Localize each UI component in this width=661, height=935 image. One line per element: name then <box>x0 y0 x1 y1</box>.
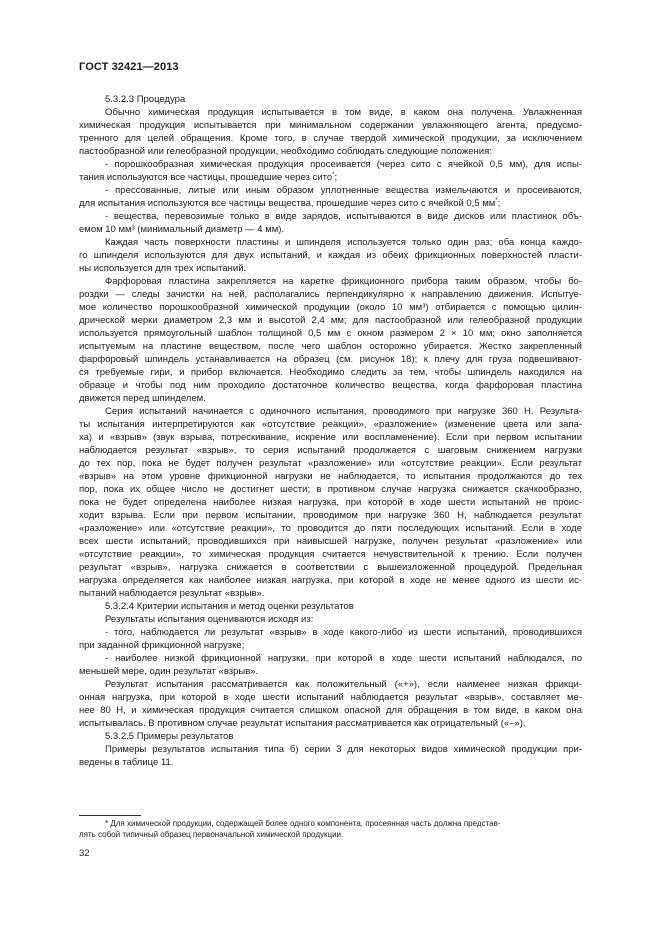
footnote-marker: * <box>495 197 498 204</box>
text-line: тания используются все частицы, прошедшие через сито*; <box>79 171 338 183</box>
text-line: пор, пока их общее число не достигнет шести; в противном случае нагрузка снижается скачкообразно, <box>79 484 582 495</box>
section-heading: 5.3.2.4 Критерии испытания и метод оценки результатов <box>105 601 354 612</box>
text-line: - вещества, перевозимые только в виде зарядов, испытываются в виде дисков или пластинок объ- <box>105 211 582 222</box>
text-line: Серия испытаний начинается с одиночного испытания, проводимого при нагрузке 360 Н. Результа- <box>105 406 582 417</box>
text-line: нее 80 Н, и химическая продукция считается слишком опасной для обращения в том виде, в каком она <box>79 705 582 716</box>
footnote-separator <box>79 815 141 816</box>
document-header: ГОСТ 32421—2013 <box>79 61 179 73</box>
section-heading: 5.3.2.5 Примеры результатов <box>105 731 234 742</box>
footnote-line: лять собой типичный образец первоначальной химической продукции. <box>79 830 344 839</box>
text-line: - прессованные, литые или иным образом уплотненные вещества измельчаются и просеиваются, <box>105 185 582 196</box>
footnote-marker: * <box>332 171 335 178</box>
text-line: ха) и «взрыв» (звук взрыва, потрескивание, искрение или воспламенение). Если при первом испытании <box>79 432 582 443</box>
text-line: «взрыв» на этом уровне фрикционной нагрузки не наблюдается, то испытания продолжаются до тех <box>79 471 582 482</box>
text-line: результат «взрыв», нагрузка снижается в соответствии с вышеизложенной процедурой. Предельная <box>79 562 582 573</box>
text-line: меньшей мере, один результат «взрыв». <box>79 666 259 677</box>
text-line: химическая продукция испытывается при минимальном содержании увлажняющего агента, предусмо- <box>79 120 582 131</box>
text-line: Результаты испытания оцениваются исходя из: <box>105 614 314 625</box>
text-line: до тех пор, пока не будет получен результат «разложение» или «отсутствие реакции». Если результат <box>79 458 582 469</box>
text-line: онная нагрузка, при которой в ходе шести испытаний наблюдается результат «взрыв», составляет ме- <box>79 692 582 703</box>
text-line: - того, наблюдается ли результат «взрыв» в ходе какого-либо из шести испытаний, проводившихся <box>105 627 582 638</box>
text-line: ходит взрыва. Если при первом испытании, проводимом при нагрузке 360 Н, наблюдается результат <box>79 510 582 521</box>
text-line: Результат испытания рассматривается как положительный («+»), если наименее низкая фрикци- <box>105 679 582 690</box>
text-line: пастообразной или гелеобразной продукции, необходимо соблюдать следующие положения: <box>79 146 492 157</box>
text-line: испытывалась. В противном случае результат испытания рассматривается как отрицательный («–»). <box>79 718 526 729</box>
text-line: Фарфоровая пластина закрепляется на каретке фрикционного прибора таким образом, чтобы бо- <box>105 276 582 287</box>
page-number: 32 <box>79 848 90 859</box>
text-line: для испытания используются все частицы вещества, прошедшие через сито с ячейкой 0,5 мм*; <box>79 197 501 209</box>
text-line: пытаний наблюдается результат «взрыв». <box>79 588 265 599</box>
text-line: ны используется для трех испытаний. <box>79 263 247 274</box>
text-line: го шпинделя используются для двух испытаний, и каждая из обеих фрикционных поверхностей пласти- <box>79 250 582 261</box>
text-line: фарфоровый шпиндель устанавливается на образец (см. рисунок 18); к плечу для груза подвешивают- <box>79 354 582 365</box>
text-line: Каждая часть поверхности пластины и шпинделя используется только один раз; оба конца каждо- <box>105 237 582 248</box>
text-line: роздки — следы зачистки на ней, располагались перпендикулярно к направлению движения. Испытуе- <box>79 289 582 300</box>
text-line: при заданной фрикционной нагрузке; <box>79 640 245 651</box>
text-line: испытуемым на пластине веществом, после чего шаблон осторожно убирается. Жестко закрепленный <box>79 341 582 352</box>
text-line: всех шести испытаний, проводившихся при наивысшей нагрузке, получен результат «разложение» или <box>79 536 582 547</box>
text-line: образце и чтобы под ним проходило достаточное количество вещества, когда фарфоровая пластина <box>79 380 582 391</box>
text-line: нагрузка определяется как наиболее низкая нагрузка, при которой в ходе не менее одного из шести ис- <box>79 575 582 586</box>
text-line: - наиболее низкой фрикционной нагрузки, при которой в ходе шести испытаний наблюдался, по <box>105 653 582 664</box>
text-line: емом 10 мм³ (минимальный диаметр — 4 мм). <box>79 224 285 235</box>
text-line: Примеры результатов испытания типа б) серии 3 для некоторых видов химической продукции при- <box>105 744 582 755</box>
text-line: мое количество порошкообразной химической продукции (около 10 мм³) отбирается с помощью цилин- <box>79 302 582 313</box>
text-line: - порошкообразная химическая продукция просеивается (через сито с ячейкой 0,5 мм), для испы- <box>105 159 582 170</box>
text-line: используется прямоугольный шаблон толщиной 0,5 мм с окном размером 2 × 10 мм; окно заполняется <box>79 328 582 339</box>
text-line: Обычно химическая продукция испытывается в том виде, в каком она получена. Увлажненная <box>105 107 582 118</box>
text-line: наблюдается результат «взрыв», то серия испытаний продолжается с шаговым снижением нагрузки <box>79 445 582 456</box>
text-line: ся требуемые гири, и прибор включается. Необходимо следить за тем, чтобы шпиндель находился на <box>79 367 582 378</box>
text-line: ты испытания интерпретируются как «отсутствие реакции», «разложение» (изменение цвета или запа- <box>79 419 582 430</box>
text-line: «разложение» или «отсутствие реакции», то проводится до пяти последующих испытаний. Если в ходе <box>79 523 582 534</box>
text-line: тренного для целей обращения. Кроме того, в случае твердой химической продукции, за исключением <box>79 133 582 144</box>
text-line: дрической мерки диаметром 2,3 мм и высотой 2,4 мм; для пастообразной или гелеобразной продукции <box>79 315 582 326</box>
text-line: пока не будет определена наиболее низкая нагрузка, при которой в ходе шести испытаний не проис- <box>79 497 582 508</box>
section-heading: 5.3.2.3 Процедура <box>105 94 186 105</box>
text-line: «отсутствие реакции», то химическая продукция считается нечувствительной к трению. Если получен <box>79 549 582 560</box>
text-line: движется перед шпинделем. <box>79 393 206 404</box>
footnote-line: * Для химической продукции, содержащей более одного компонента, просеянная часть должна представ- <box>105 819 501 828</box>
text-line: ведены в таблице 11. <box>79 757 174 768</box>
